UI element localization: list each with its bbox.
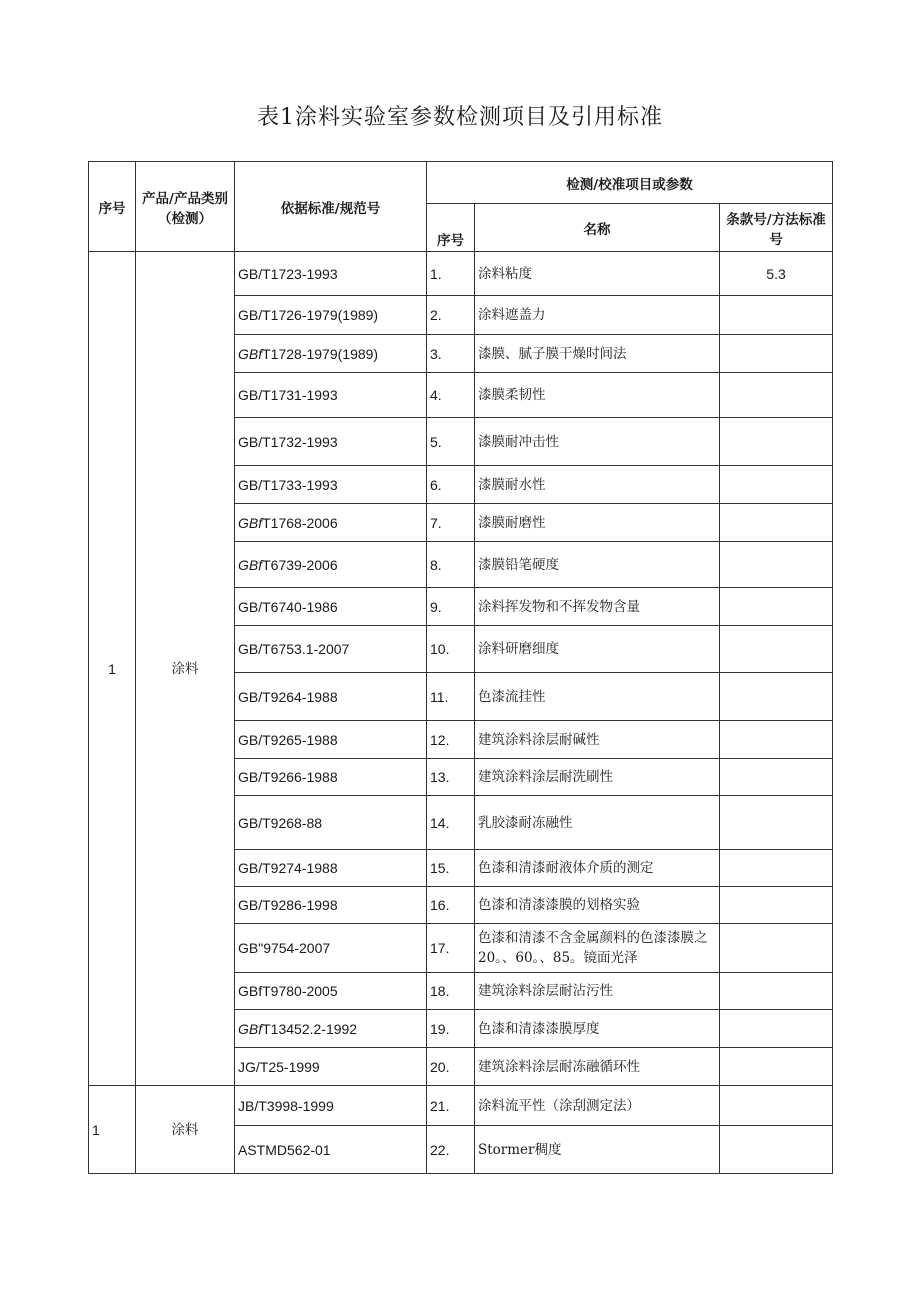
item-seq-cell: 17. xyxy=(427,924,475,973)
standard-cell: GB/T9265-1988 xyxy=(235,721,427,759)
standard-cell: GB/T1732-1993 xyxy=(235,418,427,466)
table-row xyxy=(89,1086,833,1126)
clause-cell xyxy=(720,418,833,466)
clause-cell xyxy=(720,504,833,542)
item-seq-cell: 1. xyxy=(427,252,475,296)
clause-cell: 5.3 xyxy=(720,252,833,296)
item-name-cell: 涂料流平性（涂刮测定法） xyxy=(475,1086,720,1126)
standard-cell: GB"9754-2007 xyxy=(235,924,427,973)
item-seq-cell: 11. xyxy=(427,673,475,721)
item-name-cell: 色漆和清漆耐液体介质的测定 xyxy=(475,850,720,887)
item-name-cell: 涂料粘度 xyxy=(475,252,720,296)
header-clause: 条款号/方法标准号 xyxy=(720,204,833,252)
standard-cell: JB/T3998-1999 xyxy=(235,1086,427,1126)
item-name-cell: 乳胶漆耐冻融性 xyxy=(475,796,720,850)
clause-cell xyxy=(720,796,833,850)
standard-cell: GB/T6740-1986 xyxy=(235,588,427,626)
header-standard: 依据标准/规范号 xyxy=(235,162,427,252)
standard-cell: GB/T9274-1988 xyxy=(235,850,427,887)
item-name-cell: 漆膜柔韧性 xyxy=(475,373,720,418)
clause-cell xyxy=(720,1086,833,1126)
item-seq-cell: 6. xyxy=(427,466,475,504)
standard-cell: GB/T9266-1988 xyxy=(235,759,427,796)
item-seq-cell: 15. xyxy=(427,850,475,887)
clause-cell xyxy=(720,973,833,1010)
item-seq-cell: 19. xyxy=(427,1010,475,1048)
item-name-cell: 建筑涂料涂层耐洗刷性 xyxy=(475,759,720,796)
item-name-cell: Stormer稠度 xyxy=(475,1126,720,1174)
table-row xyxy=(89,252,833,296)
clause-cell xyxy=(720,626,833,673)
item-seq-cell: 21. xyxy=(427,1086,475,1126)
standards-table xyxy=(88,161,833,1174)
clause-cell xyxy=(720,466,833,504)
header-group: 检测/校准项目或参数 xyxy=(427,162,833,204)
standard-cell: GB/T1731-1993 xyxy=(235,373,427,418)
item-name-cell: 色漆和清漆不含金属颜料的色漆漆膜之20。、60。、85。镜面光泽 xyxy=(475,924,720,973)
standard-cell: GBfT1768-2006 xyxy=(235,504,427,542)
item-seq-cell: 5. xyxy=(427,418,475,466)
clause-cell xyxy=(720,373,833,418)
item-name-cell: 漆膜铅笔硬度 xyxy=(475,542,720,588)
header-seq: 序号 xyxy=(89,162,136,252)
item-name-cell: 涂料研磨细度 xyxy=(475,626,720,673)
item-name-cell: 涂料遮盖力 xyxy=(475,296,720,335)
item-name-cell: 漆膜耐冲击性 xyxy=(475,418,720,466)
clause-cell xyxy=(720,542,833,588)
item-name-cell: 漆膜、腻子膜干燥时间法 xyxy=(475,335,720,373)
document-title: 表1涂料实验室参数检测项目及引用标准 xyxy=(257,105,663,130)
item-seq-cell: 22. xyxy=(427,1126,475,1174)
clause-cell xyxy=(720,721,833,759)
standard-cell: JG/T25-1999 xyxy=(235,1048,427,1086)
clause-cell xyxy=(720,588,833,626)
standard-cell: GB/T9268-88 xyxy=(235,796,427,850)
standard-cell: GB/T9264-1988 xyxy=(235,673,427,721)
item-name-cell: 涂料挥发物和不挥发物含量 xyxy=(475,588,720,626)
item-seq-cell: 20. xyxy=(427,1048,475,1086)
clause-cell xyxy=(720,1126,833,1174)
item-seq-cell: 9. xyxy=(427,588,475,626)
group-category-cell: 涂料 xyxy=(136,252,235,1086)
item-name-cell: 色漆和清漆漆膜厚度 xyxy=(475,1010,720,1048)
standard-cell: GBfT6739-2006 xyxy=(235,542,427,588)
standard-cell: GB/T1733-1993 xyxy=(235,466,427,504)
item-name-cell: 漆膜耐水性 xyxy=(475,466,720,504)
item-name-cell: 建筑涂料涂层耐沾污性 xyxy=(475,973,720,1010)
clause-cell xyxy=(720,296,833,335)
group-category-cell: 涂料 xyxy=(136,1086,235,1174)
item-seq-cell: 16. xyxy=(427,887,475,924)
standard-cell: GB/T1726-1979(1989) xyxy=(235,296,427,335)
standard-cell: GBfT9780-2005 xyxy=(235,973,427,1010)
clause-cell xyxy=(720,1010,833,1048)
clause-cell xyxy=(720,673,833,721)
standard-cell: ASTMD562-01 xyxy=(235,1126,427,1174)
clause-cell xyxy=(720,335,833,373)
item-seq-cell: 3. xyxy=(427,335,475,373)
item-seq-cell: 7. xyxy=(427,504,475,542)
item-seq-cell: 18. xyxy=(427,973,475,1010)
header-sub-seq: 序号 xyxy=(427,204,475,252)
item-name-cell: 色漆流挂性 xyxy=(475,673,720,721)
standard-cell: GBfT1728-1979(1989) xyxy=(235,335,427,373)
item-seq-cell: 2. xyxy=(427,296,475,335)
header-category: 产品/产品类别（检测） xyxy=(136,162,235,252)
standard-cell: GB/T6753.1-2007 xyxy=(235,626,427,673)
group-seq-cell: 1 xyxy=(89,1086,136,1174)
group-seq-cell: 1 xyxy=(89,252,136,1086)
item-seq-cell: 14. xyxy=(427,796,475,850)
clause-cell xyxy=(720,759,833,796)
item-seq-cell: 10. xyxy=(427,626,475,673)
clause-cell xyxy=(720,1048,833,1086)
item-name-cell: 建筑涂料涂层耐冻融循环性 xyxy=(475,1048,720,1086)
item-seq-cell: 8. xyxy=(427,542,475,588)
item-name-cell: 漆膜耐磨性 xyxy=(475,504,720,542)
clause-cell xyxy=(720,924,833,973)
standard-cell: GB/T1723-1993 xyxy=(235,252,427,296)
item-name-cell: 色漆和清漆漆膜的划格实验 xyxy=(475,887,720,924)
clause-cell xyxy=(720,887,833,924)
item-seq-cell: 4. xyxy=(427,373,475,418)
clause-cell xyxy=(720,850,833,887)
item-seq-cell: 13. xyxy=(427,759,475,796)
item-seq-cell: 12. xyxy=(427,721,475,759)
item-name-cell: 建筑涂料涂层耐碱性 xyxy=(475,721,720,759)
standard-cell: GB/T9286-1998 xyxy=(235,887,427,924)
standard-cell: GBfT13452.2-1992 xyxy=(235,1010,427,1048)
header-name: 名称 xyxy=(475,204,720,252)
